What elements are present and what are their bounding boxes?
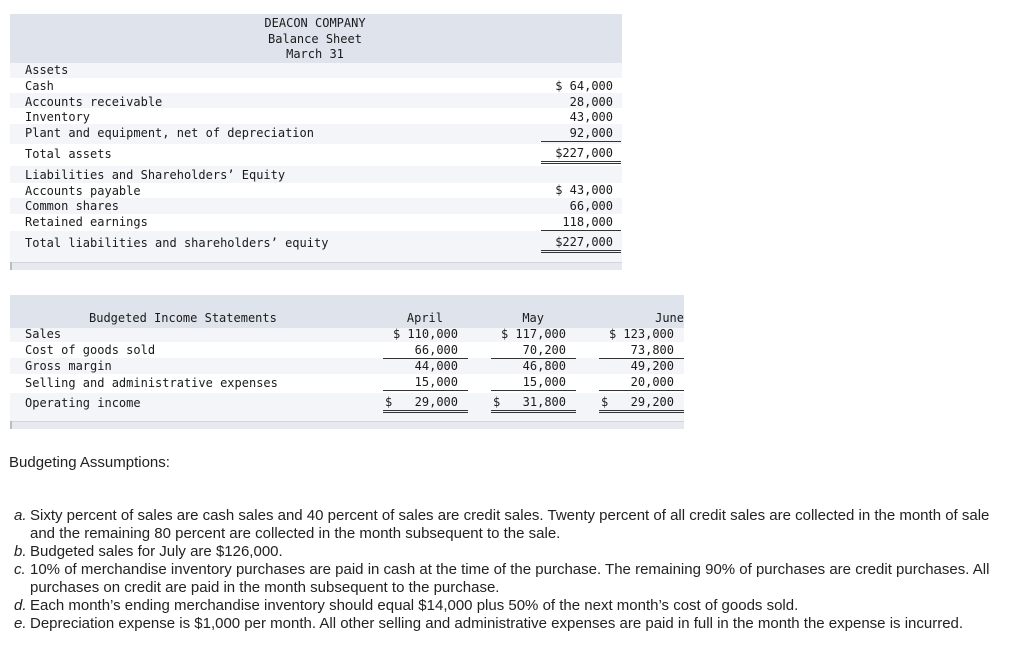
- company-name: DEACON COMPANY: [264, 16, 366, 30]
- assumption-letter: a.: [14, 507, 27, 524]
- total-double-rule: [541, 161, 621, 164]
- table-footer-bar: [10, 421, 684, 429]
- subtotal-rule: [541, 230, 621, 231]
- operating-income-cell: 31,800: [522, 395, 566, 409]
- total-assets-label: Total assets: [25, 147, 112, 161]
- income-cell: 44,000: [414, 359, 458, 373]
- liability-value: 118,000: [562, 215, 613, 229]
- operating-income-label: Operating income: [25, 396, 141, 410]
- total-double-rule: [383, 410, 468, 413]
- income-row-label: Selling and administrative expenses: [25, 376, 278, 390]
- asset-value: $ 64,000: [555, 79, 613, 93]
- asset-label: Accounts receivable: [25, 95, 163, 109]
- income-statements-title: Budgeted Income Statements: [89, 311, 277, 325]
- total-double-rule: [491, 410, 576, 413]
- income-cell: $ 117,000: [500, 327, 566, 341]
- assumption-item: [14, 597, 1014, 615]
- assumptions-title: Budgeting Assumptions:: [9, 454, 170, 471]
- statement-title: Balance Sheet: [268, 32, 362, 46]
- asset-label: Inventory: [25, 110, 91, 124]
- liability-label: Accounts payable: [25, 184, 141, 198]
- subtotal-rule: [491, 390, 576, 391]
- liability-label: Common shares: [25, 199, 119, 213]
- operating-income-cell: 29,000: [414, 395, 458, 409]
- currency-symbol: $: [601, 395, 609, 409]
- income-cell: 15,000: [414, 375, 458, 389]
- income-cell: 15,000: [522, 375, 566, 389]
- assumption-item: [14, 507, 1014, 543]
- month-header-june: June: [655, 311, 684, 325]
- income-cell: $ 110,000: [392, 327, 458, 341]
- assumption-letter: b.: [14, 543, 27, 560]
- assumption-item: [14, 543, 1014, 561]
- subtotal-rule: [541, 141, 621, 142]
- income-cell: 70,200: [522, 343, 566, 357]
- assumptions-list: [14, 507, 1014, 633]
- liability-value: $ 43,000: [555, 183, 613, 197]
- total-double-rule: [599, 410, 684, 413]
- income-cell: $ 123,000: [608, 327, 674, 341]
- liabilities-heading: Liabilities and Shareholders’ Equity: [25, 168, 286, 182]
- income-row-label: Sales: [25, 327, 62, 341]
- currency-symbol: $: [385, 395, 393, 409]
- income-row-label: Gross margin: [25, 359, 112, 373]
- month-header-may: May: [522, 311, 544, 325]
- assumption-letter: c.: [14, 561, 26, 578]
- currency-symbol: $: [493, 395, 501, 409]
- statement-date: March 31: [286, 47, 344, 61]
- total-liabilities-value: $227,000: [555, 235, 613, 249]
- asset-label: Plant and equipment, net of depreciation: [25, 126, 314, 140]
- subtotal-rule: [383, 390, 468, 391]
- assumption-item: [14, 615, 1014, 633]
- liability-value: 66,000: [569, 199, 613, 213]
- total-double-rule: [541, 250, 621, 253]
- assumption-text: Sixty percent of sales are cash sales and 40 percent of sales are credit sales. Twenty percent of all credit sales are collected in the month of sale and the remaining 80 percent are collected in the month subsequent to the sale.: [30, 507, 990, 542]
- assumption-letter: e.: [14, 615, 27, 632]
- liability-label: Retained earnings: [25, 215, 148, 229]
- subtotal-rule: [599, 390, 684, 391]
- assumption-text: 10% of merchandise inventory purchases are paid in cash at the time of the purchase. The remaining 90% of purchases are credit purchases. All purchases on credit are paid in the month subsequent to the purchase.: [30, 561, 990, 596]
- assumption-text: Budgeted sales for July are $126,000.: [30, 543, 283, 560]
- operating-income-cell: 29,200: [630, 395, 674, 409]
- month-header-april: April: [406, 311, 443, 325]
- assumption-text: Depreciation expense is $1,000 per month. All other selling and administrative expenses are paid in full in the month the expense is incurred.: [30, 615, 964, 632]
- table-footer-bar: [10, 262, 622, 270]
- assumption-item: [14, 561, 1014, 597]
- total-liabilities-label: Total liabilities and shareholders’ equity: [25, 236, 329, 250]
- income-row-label: Cost of goods sold: [25, 343, 156, 357]
- assumption-text: Each month’s ending merchandise inventory should equal $14,000 plus 50% of the next month’s cost of goods sold.: [30, 597, 799, 614]
- income-cell: 20,000: [630, 375, 674, 389]
- asset-value: 92,000: [569, 126, 613, 140]
- total-assets-value: $227,000: [555, 146, 613, 160]
- income-cell: 46,800: [522, 359, 566, 373]
- asset-label: Cash: [25, 79, 54, 93]
- assumption-letter: d.: [14, 597, 27, 614]
- asset-value: 28,000: [569, 95, 613, 109]
- income-cell: 73,800: [630, 343, 674, 357]
- income-cell: 66,000: [414, 343, 458, 357]
- asset-value: 43,000: [569, 110, 613, 124]
- income-cell: 49,200: [630, 359, 674, 373]
- assets-heading: Assets: [25, 63, 69, 77]
